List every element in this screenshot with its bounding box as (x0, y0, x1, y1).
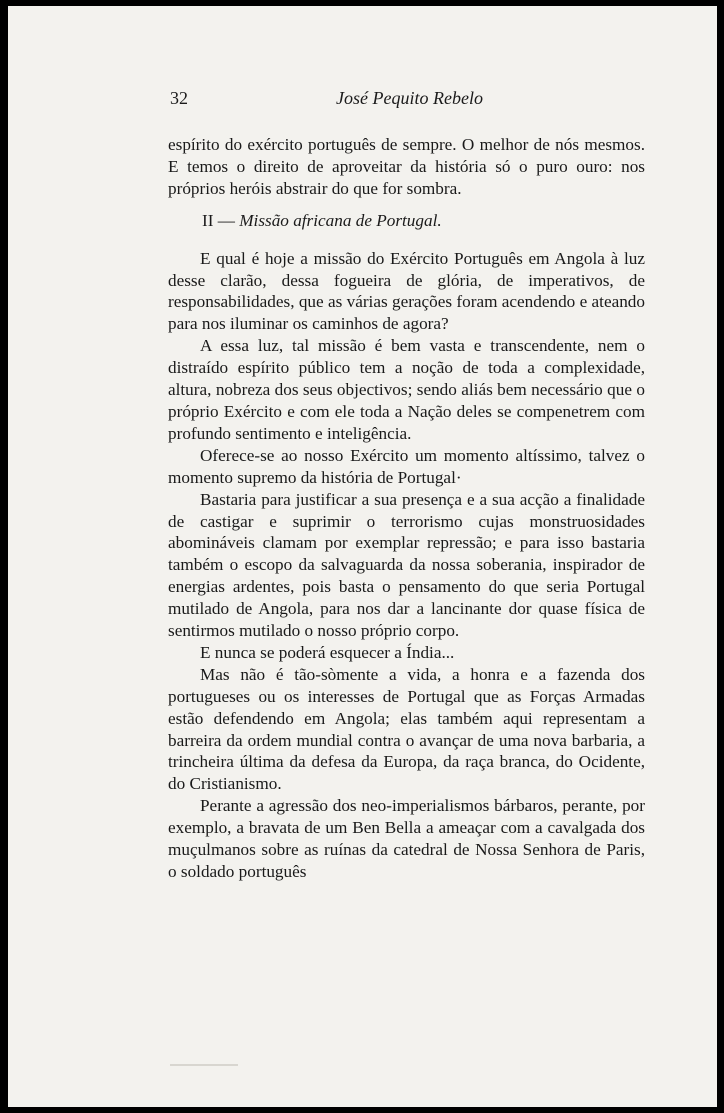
section-title: Missão africana de Portugal. (239, 210, 442, 230)
section-number: II — (202, 210, 235, 230)
running-head-author: José Pequito Rebelo (336, 88, 483, 108)
paragraph: E qual é hoje a missão do Exército Português em Angola à luz desse clarão, dessa fogueira de glória, de imperativos, de responsabilidades, que as várias gerações foram acendendo e ateando para nos iluminar os caminhos de agora? (168, 248, 645, 334)
body-text (168, 134, 645, 883)
scan-smudge (170, 1064, 238, 1066)
paragraph: A essa luz, tal missão é bem vasta e transcendente, nem o distraído espírito público tem a noção de toda a complexidade, altura, nobreza dos seus objectivos; sendo aliás bem necessário que o próprio Exército e com ele toda a Nação deles se compenetrem com profundo sentimento e inteligência. (168, 336, 645, 443)
section-heading (168, 210, 645, 232)
paragraph: Perante a agressão dos neo-imperialismos bárbaros, perante, por exemplo, a bravata de um Ben Bella a ameaçar com a cavalgada dos muçulmanos sobre as ruínas da catedral de Nossa Senhora de Paris, o soldado português (168, 796, 645, 881)
page-number: 32 (170, 88, 188, 108)
paragraph: Bastaria para justificar a sua presença e a sua acção a finalidade de castigar e suprimir o terrorismo cujas monstruosidades abomináveis clamam por exemplar repressão; e para isso bastaria também o escopo da salvaguarda da nossa soberania, inspirador de energias ardentes, pois basta o pensamento do que seria Portugal mutilado de Angola, para nos dar a lancinante dor quase física de sentirmos mutilado o nosso próprio corpo. (168, 489, 645, 641)
paragraph: E nunca se poderá esquecer a Índia... (200, 642, 455, 662)
paragraph: Oferece-se ao nosso Exército um momento altíssimo, talvez o momento supremo da história de Portugal· (168, 445, 645, 487)
continued-paragraph: espírito do exército português de sempre. O melhor de nós mesmos. E temos o direito de aproveitar da história só o puro ouro: nos próprios heróis abstrair do que for sombra. (168, 135, 645, 198)
page-header (170, 88, 646, 116)
book-page (8, 6, 717, 1107)
paragraph: Mas não é tão-sòmente a vida, a honra e a fazenda dos portugueses ou os interesses de Portugal que as Forças Armadas estão defendendo em Angola; elas também aqui representam a barreira da ordem mundial contra o avançar de uma nova barbaria, a trincheira última da defesa da Europa, da raça branca, do Ocidente, do Cristianismo. (168, 664, 645, 794)
